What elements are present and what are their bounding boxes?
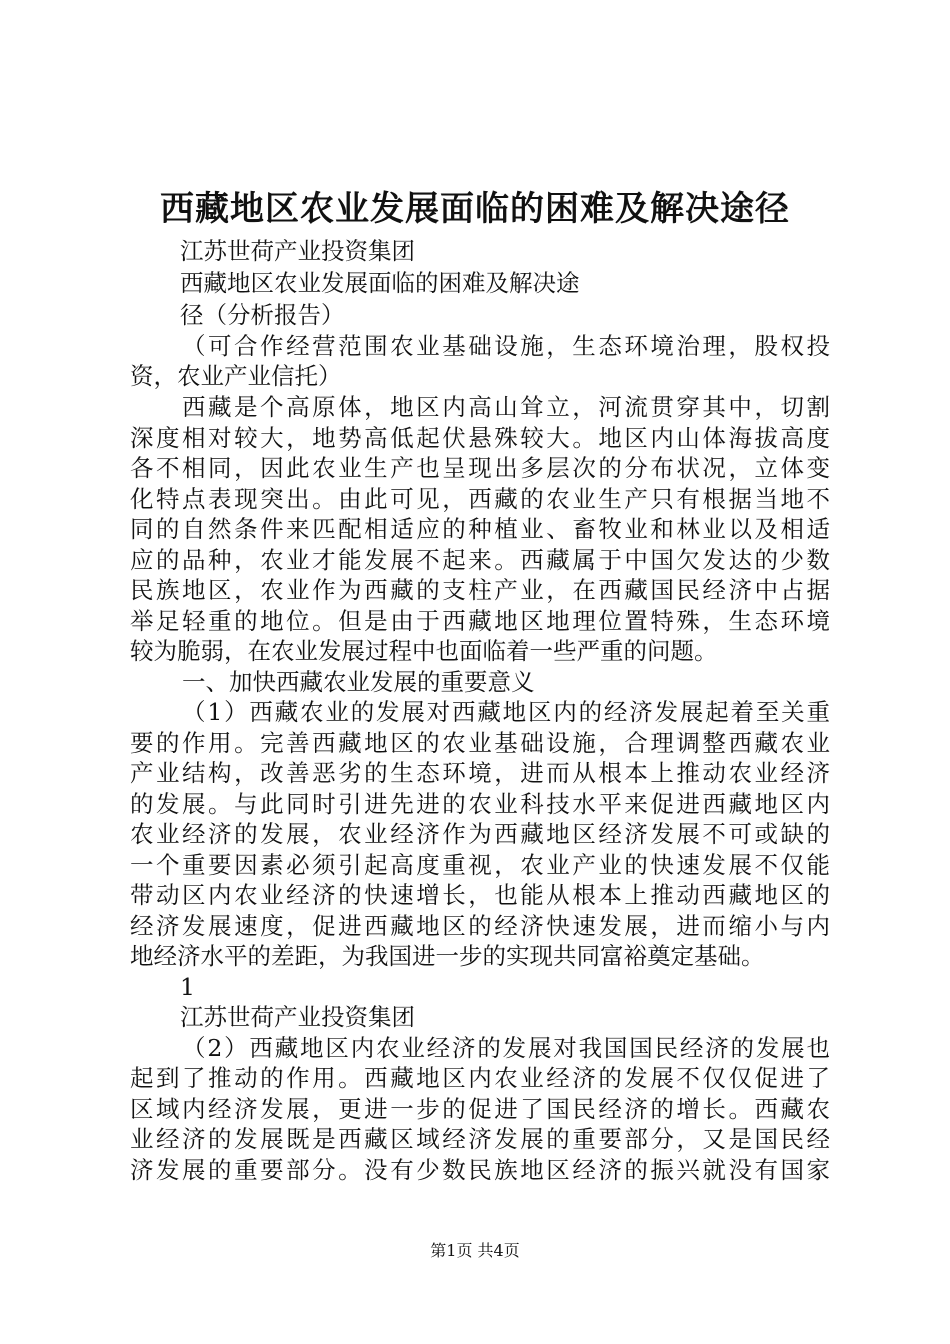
para1-line: 的发展。与此同时引进先进的农业科技水平来促进西藏地区内 [130,790,830,818]
intro-line: 举足轻重的地位。但是由于西藏地区地理位置特殊，生态环境 [130,607,830,635]
header-company: 江苏世荷产业投资集团 [180,237,415,265]
para1-line: 经济发展速度，促进西藏地区的经济快速发展，进而缩小与内 [130,912,830,940]
para2-line: 起到了推动的作用。西藏地区内农业经济的发展不仅仅促进了 [130,1064,830,1092]
page-footer: 第1页 共4页 [430,1241,520,1260]
para2-line: 区域内经济发展，更进一步的促进了国民经济的增长。西藏农 [130,1095,830,1123]
intro-line: 西藏是个高原体，地区内高山耸立，河流贯穿其中，切割 [182,393,830,421]
para2-line: 业经济的发展既是西藏区域经济发展的重要部分，又是国民经 [130,1125,830,1153]
intro-line: 应的品种，农业才能发展不起来。西藏属于中国欠发达的少数 [130,546,830,574]
company-repeat: 江苏世荷产业投资集团 [180,1003,415,1031]
intro-line: 各不相同，因此农业生产也呈现出多层次的分布状况，立体变 [130,454,830,482]
para1-line: （1）西藏农业的发展对西藏地区内的经济发展起着至关重 [182,698,830,726]
section-heading: 一、加快西藏农业发展的重要意义 [182,668,535,696]
para1-line: 农业经济的发展，农业经济作为西藏地区经济发展不可或缺的 [130,820,830,848]
subtitle-line-1: 西藏地区农业发展面临的困难及解决途 [180,269,580,297]
intro-line: 同的自然条件来匹配相适应的种植业、畜牧业和林业以及相适 [130,515,830,543]
para1-line: 产业结构，改善恶劣的生态环境，进而从根本上推动农业经济 [130,759,830,787]
para2-line: （2）西藏地区内农业经济的发展对我国国民经济的发展也 [182,1034,830,1062]
intro-line: 深度相对较大，地势高低起伏悬殊较大。地区内山体海拔高度 [130,424,830,452]
para1-line: 地经济水平的差距，为我国进一步的实现共同富裕奠定基础。 [130,942,765,970]
intro-line: 民族地区，农业作为西藏的支柱产业，在西藏国民经济中占据 [130,576,830,604]
scope-line-2: 资，农业产业信托） [130,362,342,390]
intro-line: 化特点表现突出。由此可见，西藏的农业生产只有根据当地不 [130,485,830,513]
para2-line: 济发展的重要部分。没有少数民族地区经济的振兴就没有国家 [130,1156,830,1184]
para1-line: 带动区内农业经济的快速增长，也能从根本上推动西藏地区的 [130,881,830,909]
para1-line: 要的作用。完善西藏地区的农业基础设施，合理调整西藏农业 [130,729,830,757]
document-title: 西藏地区农业发展面临的困难及解决途径 [160,189,790,229]
para1-line: 一个重要因素必须引起高度重视，农业产业的快速发展不仅能 [130,851,830,879]
scope-line-1: （可合作经营范围农业基础设施，生态环境治理，股权投 [182,332,830,360]
subtitle-line-2: 径（分析报告） [180,301,345,329]
page-marker: 1 [180,973,195,1001]
intro-line: 较为脆弱，在农业发展过程中也面临着一些严重的问题。 [130,637,718,665]
